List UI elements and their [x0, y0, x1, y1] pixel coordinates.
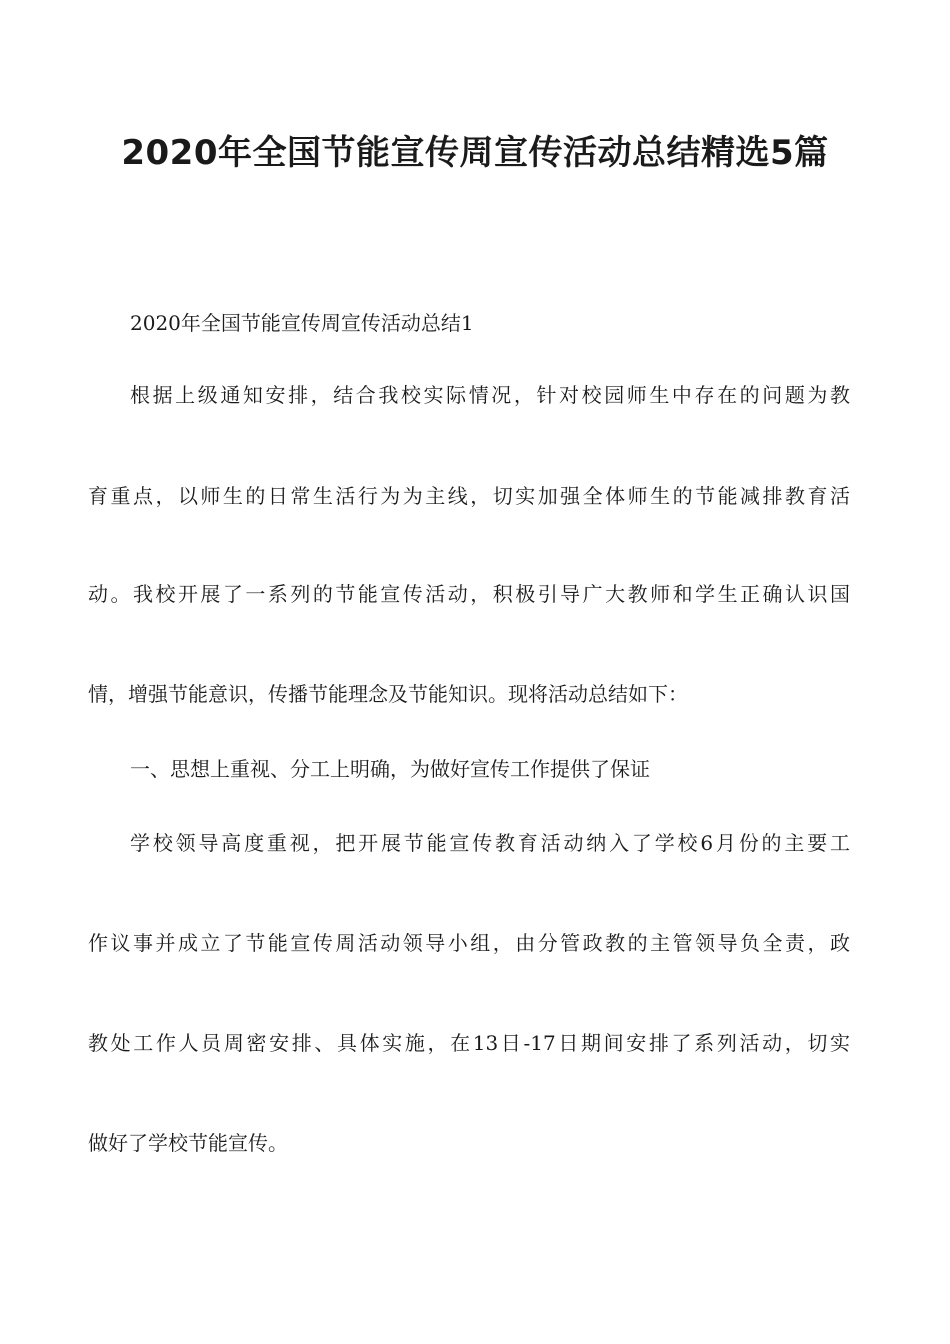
paragraph2-line-4: 做好了学校节能宣传。	[88, 1131, 288, 1155]
paragraph2-line-1: 学校领导高度重视，把开展节能宣传教育活动纳入了学校6月份的主要工	[130, 831, 850, 855]
document-title: 2020年全国节能宣传周宣传活动总结精选5篇	[121, 133, 829, 173]
paragraph1-line-2: 育重点，以师生的日常生活行为为主线，切实加强全体师生的节能减排教育活	[88, 484, 850, 508]
paragraph1-line-3: 动。我校开展了一系列的节能宣传活动，积极引导广大教师和学生正确认识国	[88, 582, 850, 606]
paragraph1-line-1: 根据上级通知安排，结合我校实际情况，针对校园师生中存在的问题为教	[130, 383, 850, 407]
paragraph2-line-2: 作议事并成立了节能宣传周活动领导小组，由分管政教的主管领导负全责，政	[88, 931, 850, 955]
section-heading: 2020年全国节能宣传周宣传活动总结1	[130, 311, 474, 335]
paragraph2-line-3: 教处工作人员周密安排、具体实施，在13日-17日期间安排了系列活动，切实	[88, 1031, 850, 1055]
subheading-1: 一、思想上重视、分工上明确，为做好宣传工作提供了保证	[130, 757, 650, 781]
paragraph1-line-4: 情，增强节能意识，传播节能理念及节能知识。现将活动总结如下：	[88, 682, 688, 706]
